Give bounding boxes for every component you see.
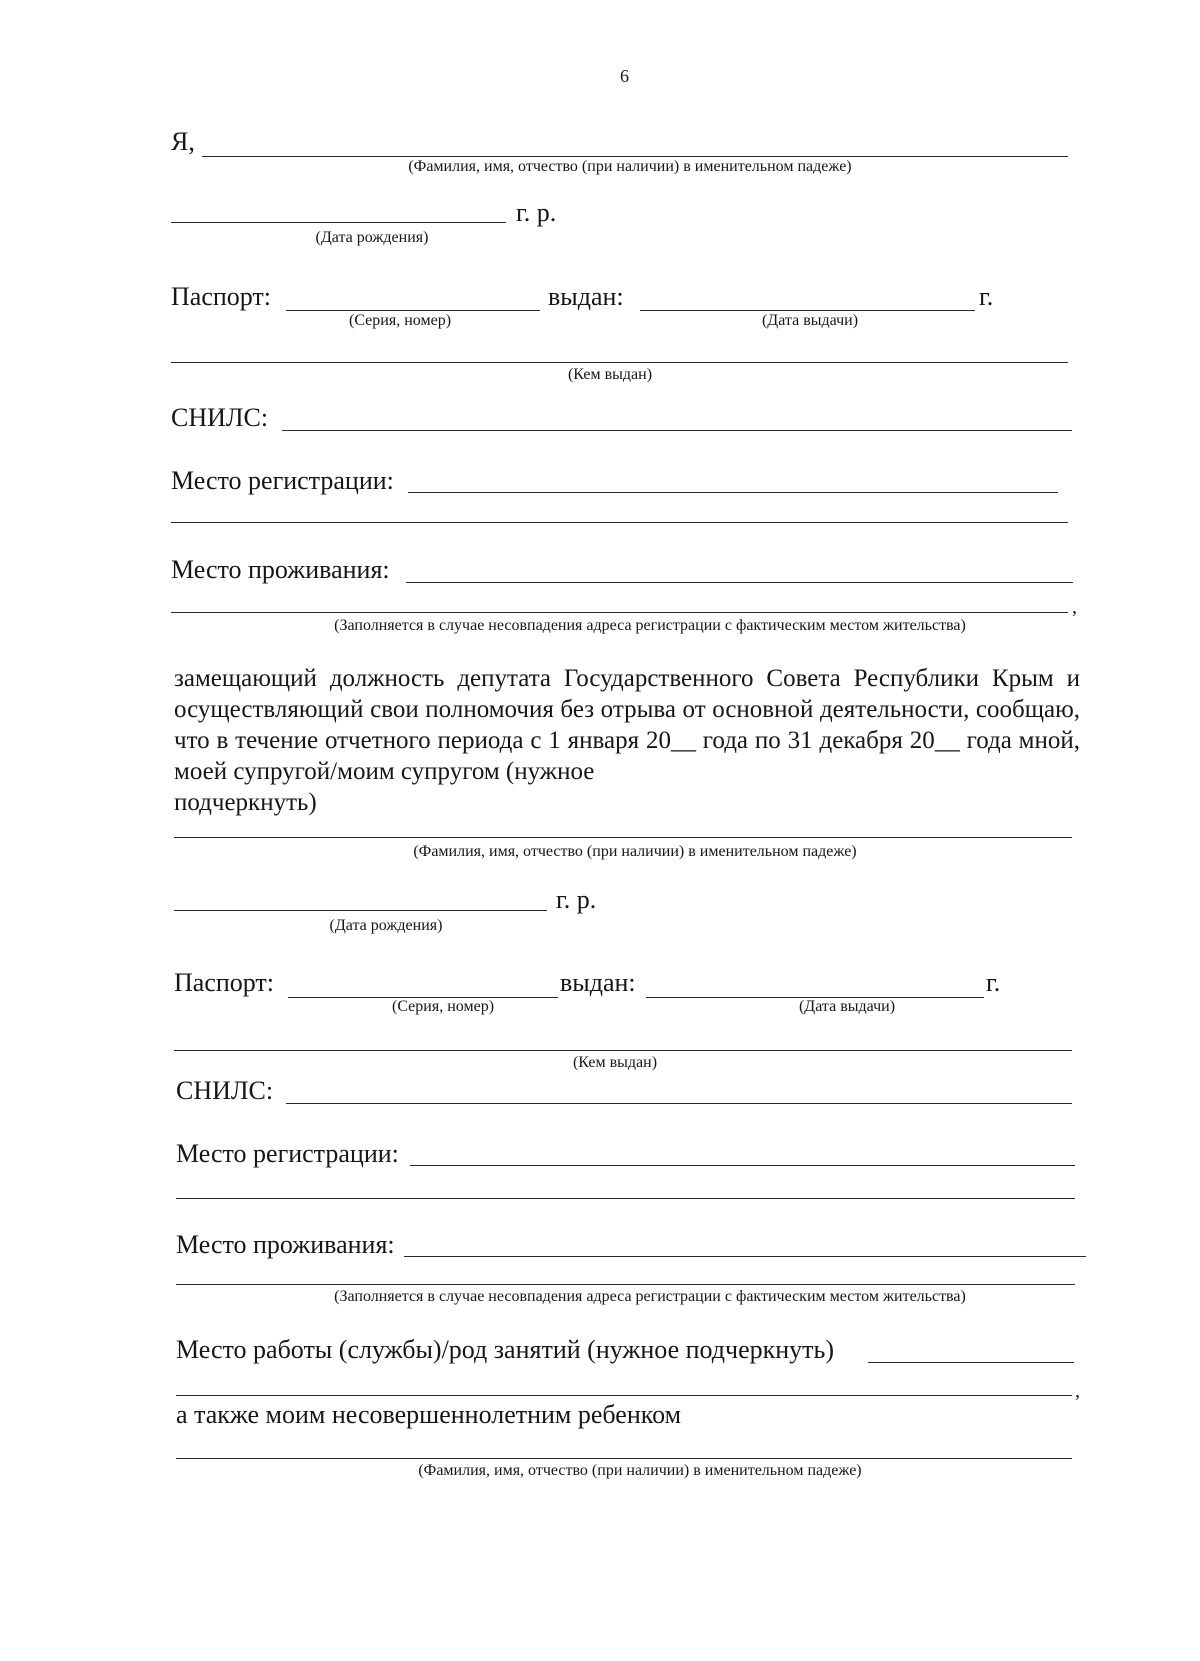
spouse-passport-label: Паспорт: (174, 968, 275, 997)
page-number: 6 (620, 66, 629, 86)
spouse-issue-date-caption: (Дата выдачи) (798, 998, 896, 1015)
snils-field[interactable] (282, 430, 1072, 431)
spouse-residence-label: Место проживания: (176, 1230, 395, 1259)
child-intro-text: а также моим несовершеннолетним ребенком (176, 1400, 682, 1429)
address-note-caption: (Заполняется в случае несовпадения адреса регистрации с фактическим местом жительства) (334, 617, 966, 634)
birth-date-field[interactable] (171, 222, 506, 223)
declaration-text: замещающий должность депутата Государственного Совета Республики Крым и осуществляющий свои полномочия без отрыва от основной деятельности, сообщаю, что в течение отчетного периода с 1 января 20__ года по 31 декабря 20__ года мной, моей супругой/моим супругом (нужное (174, 665, 1080, 785)
spouse-full-name-field[interactable] (174, 837, 1072, 838)
spouse-issued-label: выдан: (560, 968, 636, 997)
passport-label: Паспорт: (171, 282, 272, 311)
spouse-birth-date-field[interactable] (174, 910, 547, 911)
spouse-full-name-caption: (Фамилия, имя, отчество (при наличии) в именительном падеже) (413, 843, 857, 860)
work-label: Место работы (службы)/род занятий (нужное подчеркнуть) (176, 1335, 835, 1364)
full-name-field[interactable] (202, 156, 1068, 157)
passport-series-field[interactable] (286, 310, 540, 311)
full-name-caption: (Фамилия, имя, отчество (при наличии) в именительном падеже) (408, 158, 852, 175)
spouse-birth-date-caption: (Дата рождения) (329, 917, 443, 934)
series-number-caption: (Серия, номер) (348, 312, 452, 329)
spouse-birth-year-suffix: г. р. (556, 885, 597, 914)
spouse-address-note-caption: (Заполняется в случае несовпадения адреса регистрации с фактическим местом жительства) (334, 1288, 966, 1305)
spouse-snils-label: СНИЛС: (176, 1076, 274, 1105)
work-comma: , (1075, 1380, 1080, 1402)
birth-date-caption: (Дата рождения) (315, 229, 429, 246)
spouse-residence-field-line-2[interactable] (176, 1284, 1075, 1285)
spouse-residence-field[interactable] (404, 1256, 1086, 1257)
spouse-registration-field[interactable] (410, 1165, 1075, 1166)
residence-field-line-2[interactable] (171, 612, 1068, 613)
issue-year-suffix: г. (979, 282, 994, 311)
registration-field[interactable] (408, 492, 1058, 493)
snils-label: СНИЛС: (171, 403, 269, 432)
work-field-line-2[interactable] (176, 1395, 1072, 1396)
spouse-registration-field-line-2[interactable] (176, 1198, 1075, 1199)
registration-label: Место регистрации: (171, 466, 394, 495)
issue-date-caption: (Дата выдачи) (761, 312, 859, 329)
child-full-name-caption: (Фамилия, имя, отчество (при наличии) в именительном падеже) (418, 1462, 862, 1479)
issued-by-caption: (Кем выдан) (567, 366, 653, 383)
registration-field-line-2[interactable] (171, 522, 1068, 523)
passport-issue-date-field[interactable] (640, 310, 975, 311)
issued-label: выдан: (548, 282, 624, 311)
declaration-paragraph (174, 663, 1080, 818)
pronoun-label: Я, (171, 127, 195, 156)
residence-label: Место проживания: (171, 555, 390, 584)
declaration-text-end: подчеркнуть) (174, 789, 317, 816)
spouse-issued-by-caption: (Кем выдан) (572, 1054, 658, 1071)
spouse-issued-by-field[interactable] (174, 1050, 1072, 1051)
work-field[interactable] (868, 1362, 1074, 1363)
residence-field[interactable] (406, 582, 1073, 583)
spouse-registration-label: Место регистрации: (176, 1139, 399, 1168)
spouse-issue-year-suffix: г. (986, 968, 1001, 997)
spouse-series-number-caption: (Серия, номер) (391, 998, 495, 1015)
child-full-name-field[interactable] (176, 1458, 1072, 1459)
birth-year-suffix: г. р. (516, 198, 557, 227)
spouse-snils-field[interactable] (286, 1103, 1072, 1104)
issued-by-field[interactable] (171, 362, 1068, 363)
residence-comma: , (1072, 596, 1077, 618)
